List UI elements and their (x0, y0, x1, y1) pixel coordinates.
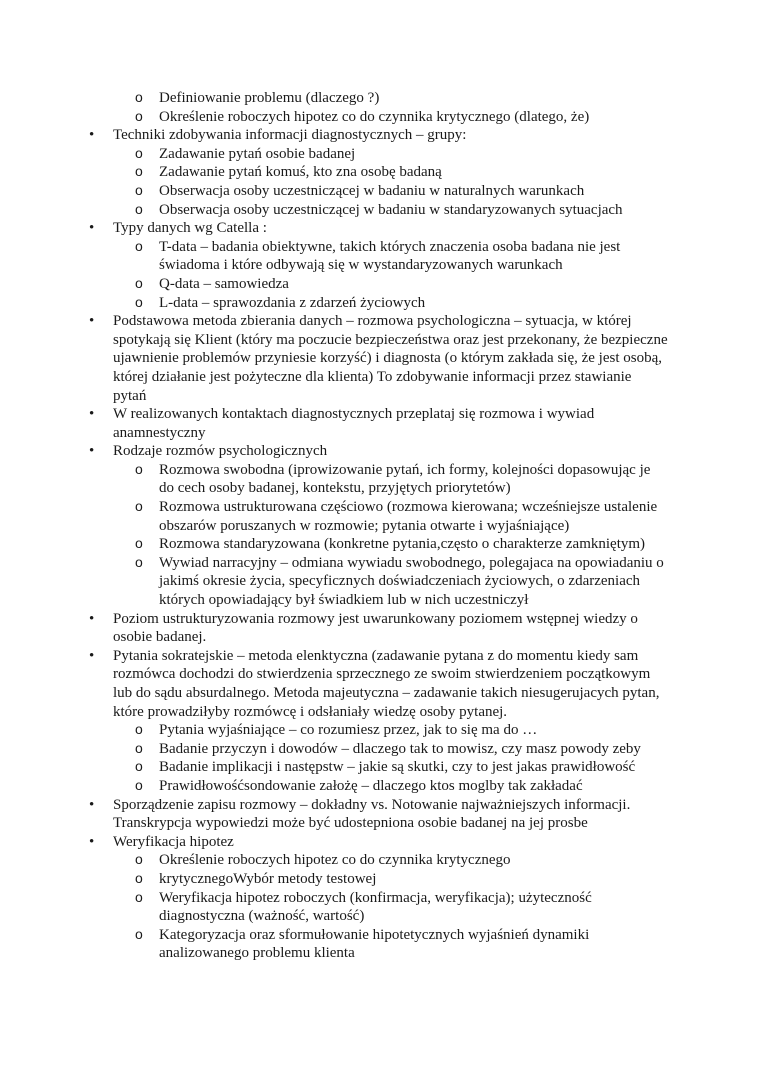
sub-list-item (0, 294, 669, 313)
circle-bullet-icon: o (135, 851, 143, 868)
bullet-list-item (0, 126, 668, 145)
sub-item-text: Prawidłowośćsondowanie założę – dlaczego ktos moglby tak zakładać (159, 777, 583, 794)
bullet-list-item (0, 405, 668, 442)
sub-item-text: Rozmowa ustrukturowana częściowo (rozmowa kierowana; wcześniejsze ustalenie obszarów poruszanych w rozmowie; pytania otwarte i wyjaśniające) (159, 499, 658, 534)
circle-bullet-icon: o (135, 925, 143, 942)
bullet-list-item (0, 442, 668, 461)
bullet-icon: • (89, 796, 95, 813)
sub-list-item (0, 554, 669, 610)
sub-item-text: Obserwacja osoby uczestniczącej w badaniu w standaryzowanych sytuacjach (159, 201, 623, 218)
document-page (0, 89, 760, 963)
sub-list-item (0, 851, 669, 870)
sub-list-item (0, 275, 669, 294)
sub-item-text: Weryfikacja hipotez roboczych (konfirmacja, weryfikacja); użyteczność diagnostyczna (ważność, wartość) (159, 889, 592, 925)
circle-bullet-icon: o (135, 144, 143, 161)
circle-bullet-icon: o (135, 721, 143, 738)
bullet-icon: • (89, 647, 95, 664)
sub-item-text: Określenie roboczych hipotez co do czynnika krytycznego (dlatego, że) (159, 108, 590, 125)
circle-bullet-icon: o (135, 237, 143, 254)
sub-list-item (0, 535, 669, 554)
sub-list-item (0, 740, 669, 759)
sub-item-text: Zadawanie pytań osobie badanej (159, 145, 356, 162)
sub-item-text: Pytania wyjaśniające – co rozumiesz przez, jak to się ma do … (159, 722, 538, 739)
circle-bullet-icon: o (135, 776, 143, 793)
sub-list-item (0, 89, 669, 108)
sub-list-item (0, 108, 669, 127)
circle-bullet-icon: o (135, 758, 143, 775)
bullet-icon: • (89, 127, 95, 144)
sub-list-item (0, 777, 669, 796)
sub-list-item (0, 461, 669, 498)
circle-bullet-icon: o (135, 274, 143, 291)
sub-list-item (0, 926, 669, 963)
circle-bullet-icon: o (135, 181, 143, 198)
sub-item-text: L-data – sprawozdania z zdarzeń życiowych (159, 294, 426, 311)
sub-item-text: Obserwacja osoby uczestniczącej w badaniu w naturalnych warunkach (159, 182, 585, 199)
sub-item-text: krytycznegoWybór metody testowej (159, 870, 377, 887)
bullet-item-text: Pytania sokratejskie – metoda elenktyczna (zadawanie pytana z do momentu kiedy sam rozmówca dochodzi do stwierdzenia sprzecznego ze swoim stwierdzeniem początkowym lub do sądu absurdalnego. Metoda majeutyczna – zadawanie takich niesugerujacych pytan, które prowadziłyby rozmówcę i odsłaniały wiedzę osoby pytanej. (113, 647, 660, 720)
sub-list-item (0, 870, 669, 889)
circle-bullet-icon: o (135, 460, 143, 477)
bullet-list-item (0, 647, 668, 721)
sub-item-text: Rozmowa swobodna (iprowizowanie pytań, ich formy, kolejności dopasowując je do cech osoby badanej, kontekstu, przyjętych priorytetów) (159, 461, 651, 497)
circle-bullet-icon: o (135, 739, 143, 756)
sub-item-text: Określenie roboczych hipotez co do czynnika krytycznego (159, 852, 511, 869)
main-bullet-list (0, 126, 760, 963)
bullet-item-text: Poziom ustrukturyzowania rozmowy jest uwarunkowany poziomem wstępnej wiedzy o osobie badanej. (113, 610, 638, 646)
bullet-icon: • (89, 610, 95, 627)
bullet-list-item (0, 796, 668, 833)
bullet-list-item (0, 219, 668, 238)
bullet-list-item (0, 610, 668, 647)
circle-bullet-icon: o (135, 553, 143, 570)
bullet-item-text: Weryfikacja hipotez (113, 833, 234, 850)
sub-item-text: Definiowanie problemu (dlaczego ?) (159, 90, 380, 106)
circle-bullet-icon: o (135, 89, 143, 105)
bullet-item-text: Techniki zdobywania informacji diagnostycznych – grupy: (113, 127, 467, 144)
circle-bullet-icon: o (135, 535, 143, 552)
bullet-icon: • (89, 833, 95, 850)
circle-bullet-icon: o (135, 869, 143, 886)
bullet-icon: • (89, 220, 95, 237)
bullet-item-text: Typy danych wg Catella : (113, 220, 267, 237)
sub-list-item (0, 238, 669, 275)
sub-list-item (0, 498, 669, 535)
sub-item-text: Rozmowa standaryzowana (konkretne pytania,często o charakterze zamkniętym) (159, 536, 646, 553)
bullet-item-text: Podstawowa metoda zbierania danych – rozmowa psychologiczna – sytuacja, w której spotykają się Klient (który ma poczucie bezpieczeństwa oraz jest przekonany, że bezpieczne ujawnienie problemów przyniesie korzyść) i diagnosta (o którym zakłada się, że jest osobą, której działanie jest pożyteczne dla klienta) To zdobywanie informacji przez stawianie pytań (113, 313, 668, 404)
bullet-icon: • (89, 443, 95, 460)
sub-item-text: Q-data – samowiedza (159, 275, 289, 292)
sub-list-item (0, 163, 669, 182)
circle-bullet-icon: o (135, 498, 143, 515)
sub-list-item (0, 145, 669, 164)
bullet-list-item (0, 312, 668, 405)
circle-bullet-icon: o (135, 888, 143, 905)
sub-list-item (0, 201, 669, 220)
bullet-item-text: Sporządzenie zapisu rozmowy – dokładny vs. Notowanie najważniejszych informacji. Transkrypcja wypowiedzi może być udostepniona osobie badanej na jej prosbe (113, 796, 631, 832)
circle-bullet-icon: o (135, 293, 143, 310)
bullet-icon: • (89, 406, 95, 423)
top-sublist (0, 89, 760, 126)
bullet-list-item (0, 833, 668, 852)
circle-bullet-icon: o (135, 107, 143, 124)
sub-item-text: Badanie przyczyn i dowodów – dlaczego tak to mowisz, czy masz powody zeby (159, 740, 641, 757)
sub-item-text: T-data – badania obiektywne, takich których znaczenia osoba badana nie jest świadoma i które odbywają się w wystandaryzowanych warunkach (159, 238, 621, 274)
sub-item-text: Wywiad narracyjny – odmiana wywiadu swobodnego, polegajaca na opowiadaniu o jakimś okresie życia, specyficznych doświadczeniach życiowych, o zdarzeniach których opowiadający był świadkiem lub w nich uczestniczył (159, 554, 664, 609)
circle-bullet-icon: o (135, 200, 143, 217)
bullet-icon: • (89, 313, 95, 330)
sub-list-item (0, 889, 669, 926)
bullet-item-text: W realizowanych kontaktach diagnostycznych przeplataj się rozmowa i wywiad anamnestyczny (113, 406, 595, 441)
sub-list-item (0, 758, 669, 777)
sub-item-text: Zadawanie pytań komuś, kto zna osobę badaną (159, 164, 442, 181)
sub-list-item (0, 182, 669, 201)
sub-list-item (0, 721, 669, 740)
sub-item-text: Badanie implikacji i następstw – jakie są skutki, czy to jest jakas prawidłowość (159, 759, 636, 776)
sub-item-text: Kategoryzacja oraz sformułowanie hipotetycznych wyjaśnień dynamiki analizowanego problemu klienta (159, 926, 590, 962)
bullet-item-text: Rodzaje rozmów psychologicznych (113, 443, 328, 460)
circle-bullet-icon: o (135, 163, 143, 180)
